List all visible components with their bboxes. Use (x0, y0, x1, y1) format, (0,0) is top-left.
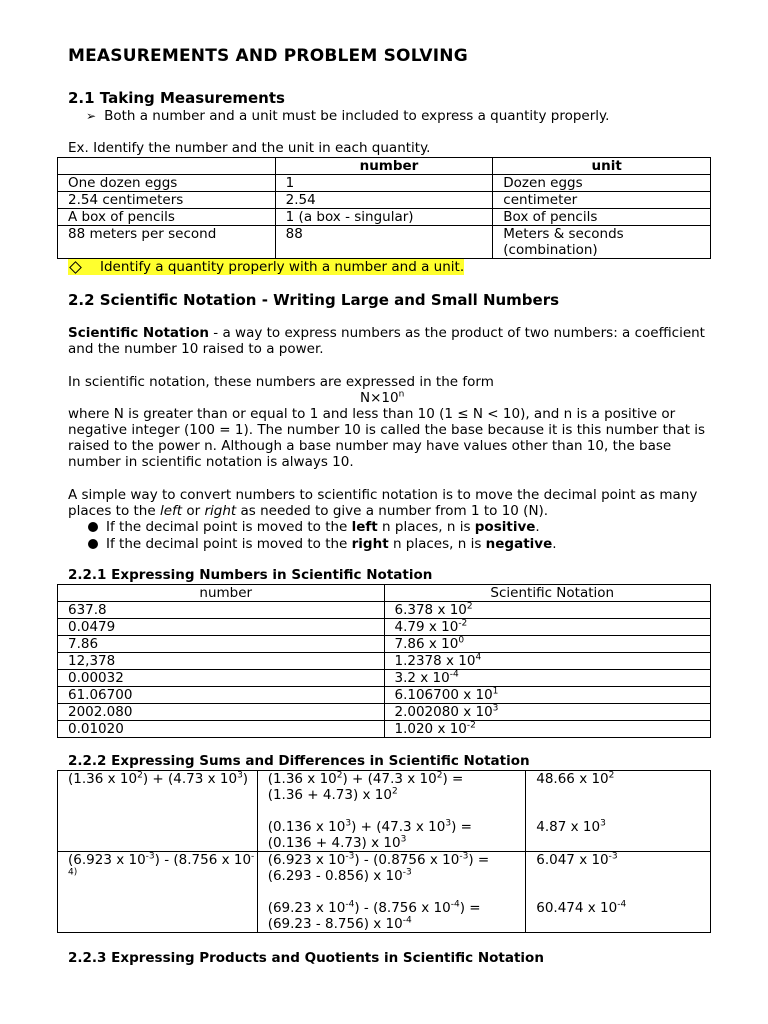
list-item-text (106, 519, 540, 535)
number-cell: 0.01020 (58, 721, 385, 738)
list-item (88, 536, 557, 552)
exponent: -4 (449, 669, 459, 680)
text-run: right (351, 536, 389, 552)
header-cell: number (58, 585, 385, 602)
table-cell: 1 (a box - singular) (275, 209, 493, 226)
expression-text: ) - (0.8756 x 10 (354, 852, 460, 868)
expression-text: (1.36 + 4.73) x 10 (267, 787, 392, 803)
header-cell: Scientific Notation (384, 585, 711, 602)
expression (268, 916, 526, 932)
table-cell: 2.54 centimeters (58, 192, 276, 209)
expression (268, 787, 526, 803)
convert-text-end: as needed to give a number from 1 to 10 (N). (236, 503, 549, 519)
convert-right: right (204, 503, 237, 519)
exponent: 3 (492, 703, 499, 714)
expression-text: ) + (4.73 x 10 (142, 771, 238, 787)
notation-cell (384, 721, 711, 738)
expression-text: (6.923 x 10 (68, 852, 146, 868)
list-item-text (106, 536, 557, 552)
number-unit-table (57, 157, 711, 259)
exponent: 1 (492, 686, 499, 697)
exponent: -3 (345, 851, 355, 862)
expression (268, 819, 526, 835)
table-cell (58, 852, 258, 933)
section-heading-2-2-1: 2.2.1 Expressing Numbers in Scientific Notation (68, 567, 433, 583)
form-intro: In scientific notation, these numbers are expressed in the form (68, 374, 494, 390)
exponent: -4 (450, 899, 460, 910)
text-run: negative (485, 536, 553, 552)
expression (268, 852, 526, 868)
table-cell: A box of pencils (58, 209, 276, 226)
exponent: 3 (345, 818, 352, 829)
expression-text: ) (242, 771, 249, 787)
expression-text: (69.23 x 10 (267, 900, 346, 916)
table-cell (257, 852, 526, 933)
expression-text: ) + (47.3 x 10 (351, 819, 446, 835)
list-item (88, 519, 540, 535)
definition-text: - a way to express numbers as the product of two numbers: a coefficient and the number 10 raised to a power. (68, 325, 705, 357)
exponent: -3 (402, 867, 412, 878)
coefficient: 1.2378 x 10 (394, 653, 476, 669)
exponent: -3 (145, 851, 155, 862)
expression (268, 900, 526, 916)
table-row (58, 209, 711, 226)
table-cell: One dozen eggs (58, 175, 276, 192)
expression-text: (1.36 x 10 (267, 771, 337, 787)
notation-cell (384, 602, 711, 619)
expression (536, 900, 710, 916)
table-cell: 1 (275, 175, 493, 192)
expression-text: ) = (451, 819, 472, 835)
table-cell (58, 771, 258, 852)
table-row (58, 226, 711, 259)
table-header-row (58, 158, 711, 175)
expression-text: (1.36 x 10 (68, 771, 138, 787)
text-run: . (535, 519, 540, 535)
header-cell (58, 158, 276, 175)
number-cell: 0.00032 (58, 670, 385, 687)
expression-text: 60.474 x 10 (536, 900, 618, 916)
scientific-notation-table (57, 584, 711, 738)
expression (536, 771, 710, 787)
convert-left: left (159, 503, 183, 519)
exponent: -4) (68, 851, 255, 878)
text-run: If the decimal point is moved to the (106, 519, 352, 535)
exponent: 2 (436, 770, 443, 781)
expression (268, 771, 526, 787)
table-row (58, 192, 711, 209)
coefficient: 2.002080 x 10 (394, 704, 493, 720)
coefficient: 6.106700 x 10 (394, 687, 493, 703)
bullet-dot-icon (88, 539, 98, 549)
highlight-note (68, 259, 464, 275)
expression-text: 6.047 x 10 (536, 852, 609, 868)
exponent: 0 (458, 635, 465, 646)
header-cell: unit (493, 158, 711, 175)
expression-text: ) = (442, 771, 464, 787)
exponent: 2 (336, 770, 343, 781)
exponent: 3 (400, 834, 407, 845)
exponent: -2 (466, 720, 476, 731)
table-cell (526, 852, 711, 933)
coefficient: 4.79 x 10 (394, 619, 459, 635)
expression-text: 4.87 x 10 (536, 819, 601, 835)
bullet-dot-icon (88, 522, 98, 532)
table-cell (257, 771, 526, 852)
notation-cell (384, 704, 711, 721)
exponent: -2 (458, 618, 468, 629)
expression (536, 852, 710, 868)
exponent: -4 (402, 915, 412, 926)
section-heading-2-2-3: 2.2.3 Expressing Products and Quotients in Scientific Notation (68, 950, 544, 966)
table-row (58, 175, 711, 192)
table-row (58, 704, 711, 721)
exponent: 3 (600, 818, 606, 829)
diamond-bullet-icon (69, 261, 82, 274)
text-run: left (351, 519, 378, 535)
table-cell: centimeter (493, 192, 711, 209)
expression-text: ) - (8.756 x 10 (354, 900, 451, 916)
exponent: -4 (345, 899, 355, 910)
table-row (58, 653, 711, 670)
example-text: Ex. Identify the number and the unit in each quantity. (68, 140, 431, 156)
form-explanation: where N is greater than or equal to 1 and less than 10 (1 ≤ N < 10), and n is a positive or negative integer (100 = 1). The number 10 is called the base because it is this number that is raised to the power n. Although a base number may have values other than 10, the base number in scientific notation is always 10. (68, 406, 706, 470)
expression-text: ) + (47.3 x 10 (342, 771, 437, 787)
notation-cell (384, 636, 711, 653)
expression-text: (69.23 - 8.756) x 10 (267, 916, 403, 932)
expression (68, 771, 257, 787)
sums-differences-table (57, 770, 711, 933)
exponent: 4 (475, 652, 482, 663)
text-run: n places, n is (388, 536, 486, 552)
table-row (58, 636, 711, 653)
table-row (58, 687, 711, 704)
expression-text: (0.136 x 10 (267, 819, 346, 835)
convert-or: or (182, 503, 205, 519)
exponent: 2 (137, 770, 143, 781)
definition-paragraph (68, 325, 708, 357)
number-cell: 12,378 (58, 653, 385, 670)
table-row (58, 670, 711, 687)
table-header-row (58, 585, 711, 602)
coefficient: 7.86 x 10 (394, 636, 459, 652)
table-cell: 2.54 (275, 192, 493, 209)
coefficient: 6.378 x 10 (394, 602, 467, 618)
text-run: . (552, 536, 557, 552)
table-row (58, 721, 711, 738)
form-exponent: n (398, 389, 405, 400)
table-row (58, 602, 711, 619)
exponent: -3 (608, 851, 618, 862)
exponent: 2 (391, 786, 398, 797)
text-run: positive (474, 519, 536, 535)
expression-text: ) = (459, 900, 481, 916)
coefficient: 1.020 x 10 (394, 721, 467, 737)
exponent: 3 (445, 818, 452, 829)
exponent: -4 (617, 899, 627, 910)
exponent: 2 (466, 601, 473, 612)
exponent: 3 (237, 770, 243, 781)
highlight-box (68, 259, 464, 275)
text-run: If the decimal point is moved to the (106, 536, 352, 552)
notation-cell (384, 653, 711, 670)
highlight-text: Identify a quantity properly with a number and a unit. (100, 259, 465, 275)
exponent: 2 (608, 770, 615, 781)
bullet-text: Both a number and a unit must be included to express a quantity properly. (104, 108, 610, 124)
table-cell: Box of pencils (493, 209, 711, 226)
expression-text: (6.923 x 10 (267, 852, 346, 868)
form-base: N×10 (360, 390, 399, 406)
form-expression (360, 390, 404, 406)
notation-cell (384, 670, 711, 687)
exponent: -3 (459, 851, 469, 862)
expression-text: (0.136 + 4.73) x 10 (267, 835, 401, 851)
expression-text: ) = (468, 852, 490, 868)
expression-text: (6.293 - 0.856) x 10 (267, 868, 403, 884)
convert-paragraph (68, 487, 708, 519)
definition-term: Scientific Notation (68, 325, 210, 341)
header-cell: number (275, 158, 493, 175)
table-cell (526, 771, 711, 852)
expression (268, 835, 526, 851)
table-cell: 88 meters per second (58, 226, 276, 259)
table-cell: 88 (275, 226, 493, 259)
table-cell: Dozen eggs (493, 175, 711, 192)
number-cell: 0.0479 (58, 619, 385, 636)
bullet-item (86, 108, 609, 124)
page-title: MEASUREMENTS AND PROBLEM SOLVING (68, 46, 468, 66)
expression (68, 852, 257, 884)
expression (536, 819, 710, 835)
notation-cell (384, 619, 711, 636)
number-cell: 7.86 (58, 636, 385, 653)
table-row (58, 619, 711, 636)
section-heading-2-2-2: 2.2.2 Expressing Sums and Differences in Scientific Notation (68, 753, 530, 769)
arrow-bullet-icon: ➢ (86, 109, 97, 123)
number-cell: 2002.080 (58, 704, 385, 721)
table-cell: Meters & seconds (combination) (493, 226, 711, 259)
expression (268, 868, 526, 884)
table-row (58, 852, 711, 933)
coefficient: 3.2 x 10 (394, 670, 450, 686)
section-heading-2-2: 2.2 Scientific Notation - Writing Large and Small Numbers (68, 291, 560, 309)
number-cell: 61.06700 (58, 687, 385, 704)
table-row (58, 771, 711, 852)
expression-text: 48.66 x 10 (536, 771, 609, 787)
text-run: n places, n is (377, 519, 475, 535)
number-cell: 637.8 (58, 602, 385, 619)
section-heading-2-1: 2.1 Taking Measurements (68, 89, 285, 107)
expression-text: ) - (8.756 x 10 (154, 852, 252, 868)
notation-cell (384, 687, 711, 704)
convert-text: A simple way to convert numbers to scientific notation is to move the decimal point as many places to the (68, 487, 698, 519)
